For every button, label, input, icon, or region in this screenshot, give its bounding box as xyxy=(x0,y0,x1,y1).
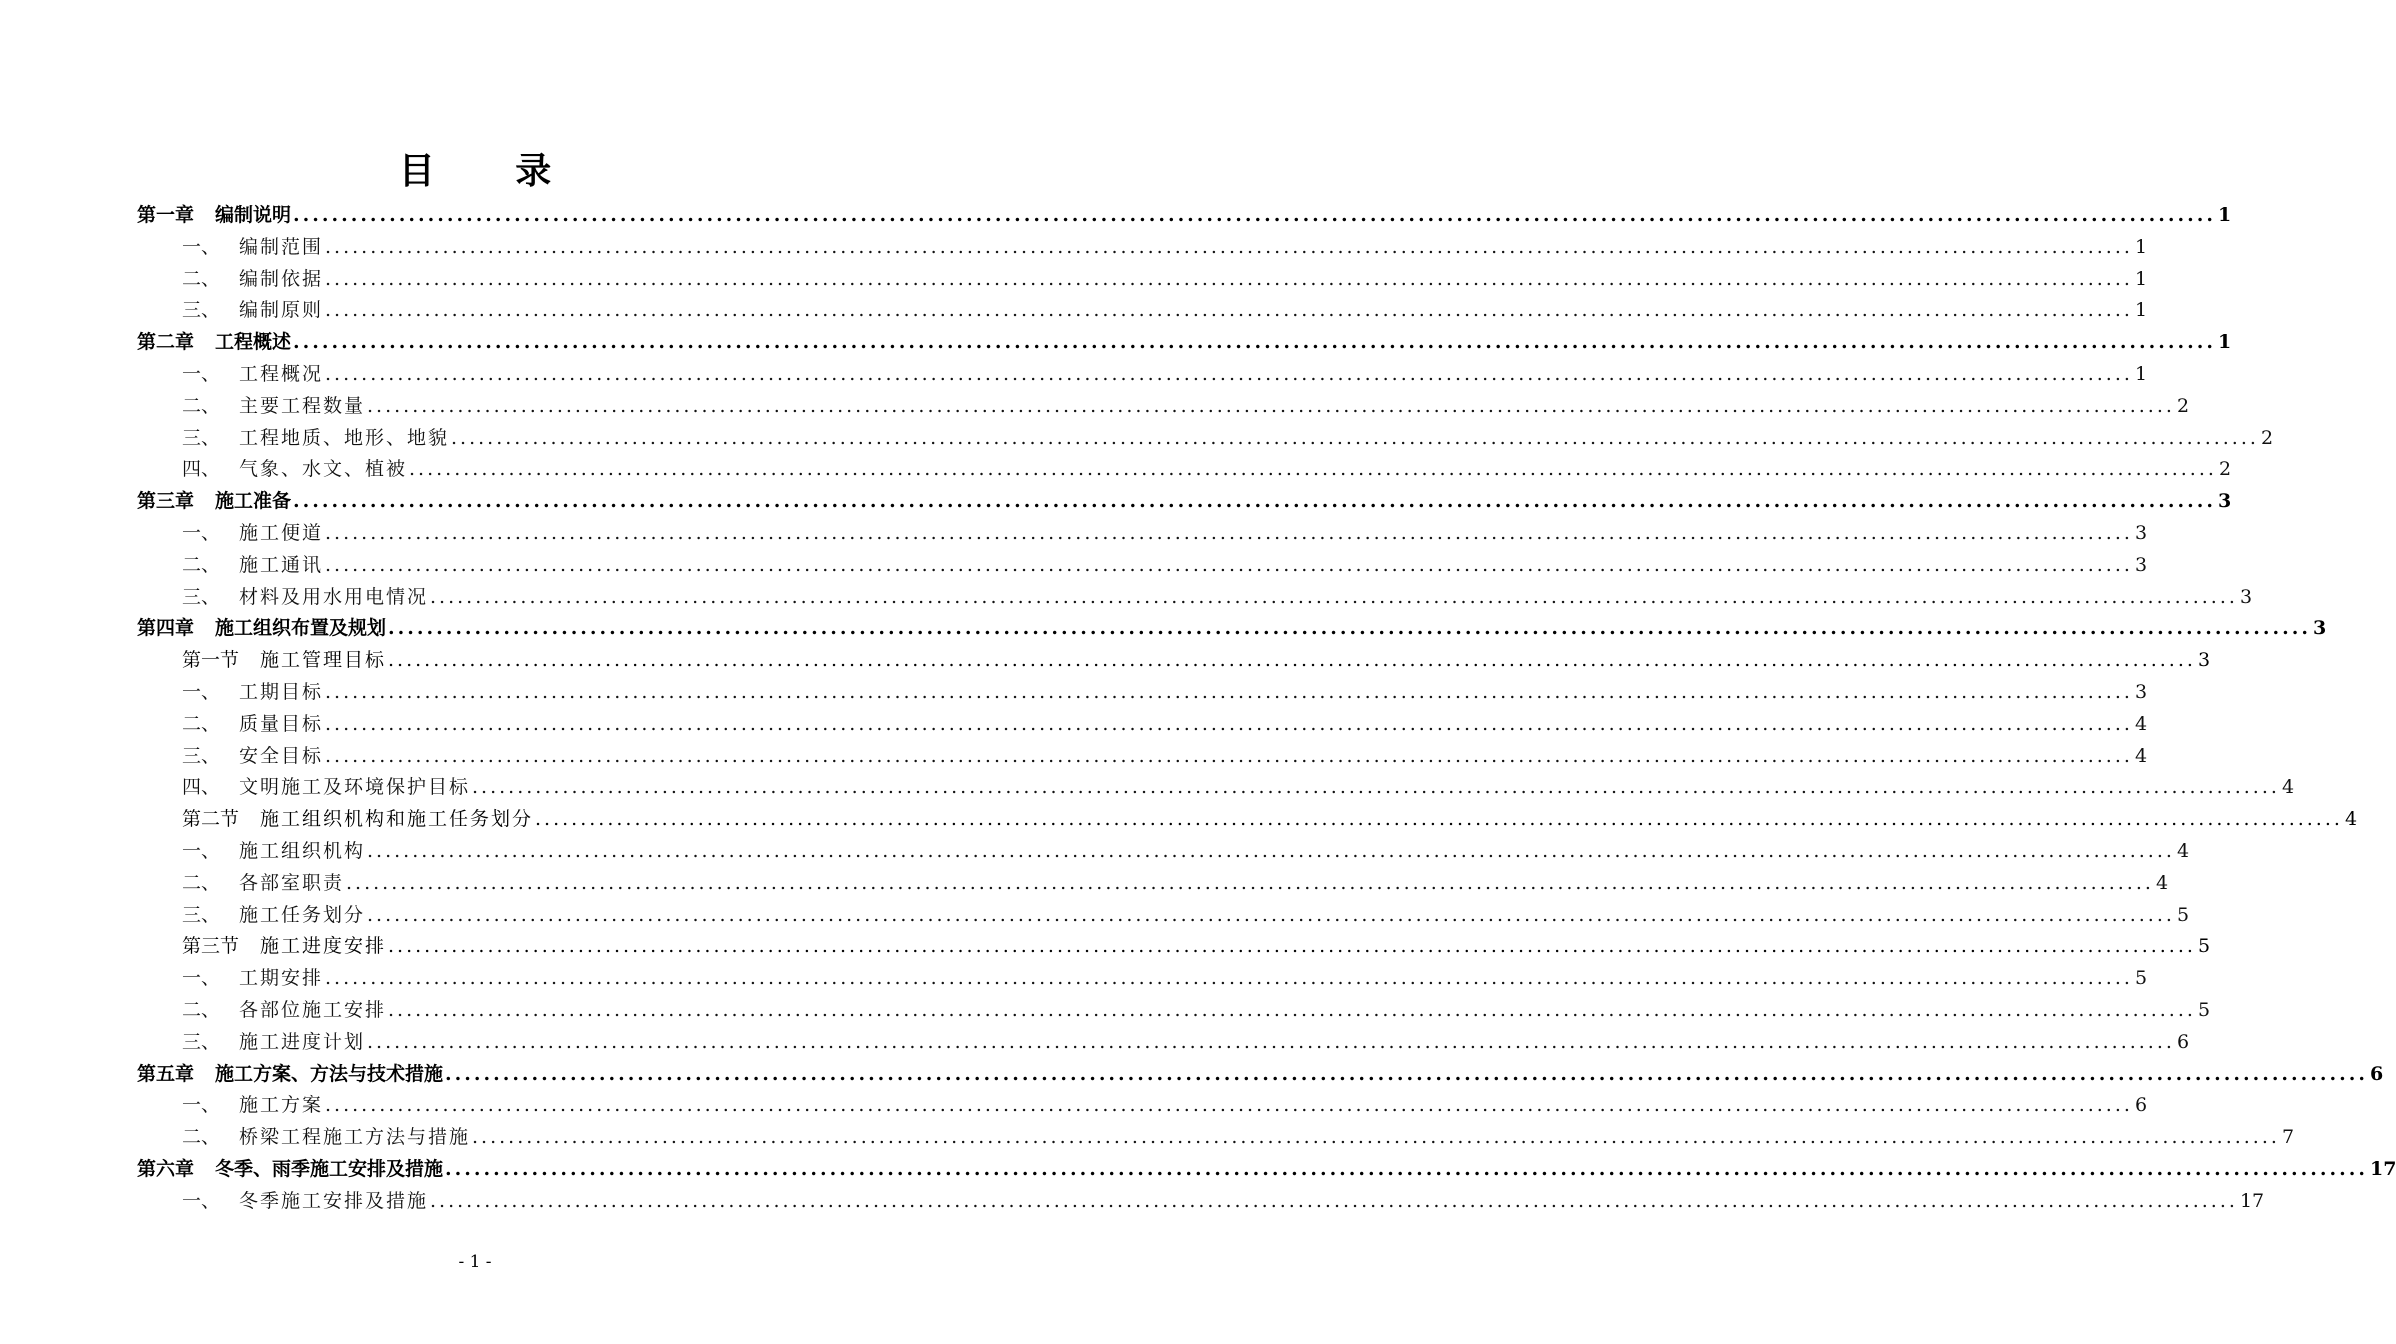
toc-title: 气象、水文、植被 xyxy=(239,458,408,481)
toc-label xyxy=(182,743,323,769)
toc-entry-row[interactable] xyxy=(182,864,2169,896)
toc-page-number: 6 xyxy=(2369,1062,2384,1085)
toc-page-number: 17 xyxy=(2239,1189,2265,1212)
toc-number: 一、 xyxy=(182,681,221,703)
toc-chapter-row[interactable] xyxy=(137,609,2327,641)
toc-label xyxy=(182,234,323,260)
toc-page-number: 1 xyxy=(2217,204,2232,226)
toc-leader-dots: ........................................................................................................................................................................................................ xyxy=(367,394,2175,417)
toc-page-number: 7 xyxy=(2281,1126,2295,1149)
toc-number: 一、 xyxy=(182,1094,221,1117)
toc-page-number: 4 xyxy=(2176,840,2190,862)
toc-label xyxy=(182,393,365,419)
toc-title: 工程概况 xyxy=(239,363,324,385)
toc-entry-row[interactable] xyxy=(182,705,2148,737)
toc-page-number: 3 xyxy=(2312,617,2327,640)
toc-title: 施工准备 xyxy=(215,490,292,513)
toc-number: 第三节 xyxy=(182,935,240,958)
toc-entry-row[interactable] xyxy=(182,673,2148,705)
toc-page-number: 6 xyxy=(2134,1094,2148,1117)
toc-number: 一、 xyxy=(182,522,221,544)
toc-page-number: 17 xyxy=(2369,1158,2396,1180)
toc-entry-row[interactable] xyxy=(182,959,2148,991)
toc-title: 桥梁工程施工方法与措施 xyxy=(239,1126,471,1149)
toc-leader-dots: ........................................................................................................................................................................................................ xyxy=(388,999,2196,1021)
toc-title: 编制依据 xyxy=(239,267,324,290)
toc-chapter-row[interactable] xyxy=(137,482,2232,514)
toc-title: 文明施工及环境保护目标 xyxy=(239,776,471,799)
toc-leader-dots: ........................................................................................................................................................................................................ xyxy=(388,617,2311,640)
toc-label xyxy=(182,997,386,1023)
toc-number: 一、 xyxy=(182,363,221,385)
toc-number: 三、 xyxy=(182,585,221,608)
toc-leader-dots: ........................................................................................................................................................................................................ xyxy=(325,681,2133,703)
toc-leader-dots: ........................................................................................................................................................................................................ xyxy=(325,553,2133,576)
toc-label xyxy=(137,1156,443,1182)
toc-leader-dots: ........................................................................................................................................................................................................ xyxy=(445,1158,2368,1180)
toc-number: 二、 xyxy=(182,871,221,894)
toc-entry-row[interactable] xyxy=(182,291,2148,323)
toc-page-number: 4 xyxy=(2281,776,2295,799)
toc-leader-dots: ........................................................................................................................................................................................................ xyxy=(293,204,2216,226)
toc-label xyxy=(182,679,323,705)
toc-label xyxy=(182,266,323,292)
toc-leader-dots: ........................................................................................................................................................................................................ xyxy=(388,649,2196,672)
toc-title: 施工方案、方法与技术措施 xyxy=(215,1062,444,1085)
toc-label xyxy=(182,297,323,323)
toc-entry-row[interactable] xyxy=(182,737,2148,769)
toc-label xyxy=(182,361,323,387)
toc-entry-row[interactable] xyxy=(182,1086,2148,1118)
toc-page-number: 5 xyxy=(2176,903,2190,926)
toc-section-row[interactable] xyxy=(182,927,2211,959)
toc-leader-dots: ........................................................................................................................................................................................................ xyxy=(325,712,2133,735)
toc-leader-dots: ........................................................................................................................................................................................................ xyxy=(409,458,2217,481)
toc-page-number: 3 xyxy=(2197,649,2211,672)
toc-label xyxy=(182,1029,365,1055)
toc-page-number: 3 xyxy=(2134,522,2148,544)
toc-leader-dots: ........................................................................................................................................................................................................ xyxy=(472,776,2280,799)
toc-label xyxy=(182,647,386,673)
page-title: 目 录 xyxy=(398,150,586,192)
toc-number: 三、 xyxy=(182,903,221,926)
toc-number: 一、 xyxy=(182,840,221,862)
page-number-footer: - 1 - xyxy=(458,1252,492,1272)
toc-leader-dots: ........................................................................................................................................................................................................ xyxy=(293,490,2216,513)
toc-label xyxy=(137,1061,443,1087)
toc-page-number: 1 xyxy=(2217,331,2232,354)
toc-leader-dots: ........................................................................................................................................................................................................ xyxy=(451,426,2259,449)
toc-leader-dots: ........................................................................................................................................................................................................ xyxy=(325,744,2133,767)
toc-title: 编制说明 xyxy=(215,204,292,226)
toc-chapter-row[interactable] xyxy=(137,196,2232,228)
toc-label xyxy=(182,965,323,991)
toc-title: 施工进度计划 xyxy=(239,1030,366,1053)
toc-entry-row[interactable] xyxy=(182,896,2190,928)
toc-title: 施工管理目标 xyxy=(260,649,387,672)
toc-number: 第一章 xyxy=(137,204,195,226)
toc-entry-row[interactable] xyxy=(182,1023,2190,1055)
toc-title: 工期目标 xyxy=(239,681,324,703)
toc-chapter-row[interactable] xyxy=(137,1150,2396,1182)
toc-number: 二、 xyxy=(182,999,221,1021)
toc-title: 施工进度安排 xyxy=(260,935,387,958)
toc-page-number: 1 xyxy=(2134,267,2148,290)
toc-label xyxy=(182,711,323,737)
toc-entry-row[interactable] xyxy=(182,991,2211,1023)
toc-label xyxy=(182,425,449,451)
toc-entry-row[interactable] xyxy=(182,419,2274,451)
toc-leader-dots: ........................................................................................................................................................................................................ xyxy=(430,1189,2238,1212)
toc-page-number: 5 xyxy=(2197,999,2211,1021)
toc-title: 施工通讯 xyxy=(239,553,324,576)
toc-section-row[interactable] xyxy=(182,800,2358,832)
toc-page-number: 3 xyxy=(2217,490,2232,513)
toc-leader-dots: ........................................................................................................................................................................................................ xyxy=(445,1062,2368,1085)
toc-label xyxy=(182,1124,470,1150)
toc-number: 一、 xyxy=(182,1189,221,1212)
toc-title: 施工任务划分 xyxy=(239,903,366,926)
toc-title: 施工组织机构和施工任务划分 xyxy=(260,808,534,831)
toc-number: 四、 xyxy=(182,458,221,481)
toc-number: 三、 xyxy=(182,1030,221,1053)
toc-section-row[interactable] xyxy=(182,641,2211,673)
toc-leader-dots: ........................................................................................................................................................................................................ xyxy=(367,903,2175,926)
toc-entry-row[interactable] xyxy=(182,355,2148,387)
toc-number: 一、 xyxy=(182,235,221,258)
toc-page-number: 2 xyxy=(2218,458,2232,481)
toc-title: 施工方案 xyxy=(239,1094,324,1117)
toc-leader-dots: ........................................................................................................................................................................................................ xyxy=(535,808,2343,831)
toc-number: 第六章 xyxy=(137,1158,195,1180)
toc-label xyxy=(182,774,470,800)
toc-number: 三、 xyxy=(182,744,221,767)
toc-page-number: 3 xyxy=(2134,681,2148,703)
toc-label xyxy=(137,329,291,355)
toc-label xyxy=(182,552,323,578)
toc-leader-dots: ........................................................................................................................................................................................................ xyxy=(346,871,2154,894)
toc-leader-dots: ........................................................................................................................................................................................................ xyxy=(325,363,2133,385)
toc-page-number: 4 xyxy=(2155,871,2169,894)
toc-number: 第二章 xyxy=(137,331,195,354)
toc-chapter-row[interactable] xyxy=(137,1055,2384,1087)
toc-number: 三、 xyxy=(182,299,221,322)
toc-page-number: 1 xyxy=(2134,299,2148,322)
toc-page-number: 4 xyxy=(2134,744,2148,767)
toc-title: 施工组织布置及规划 xyxy=(215,617,387,640)
toc-number: 二、 xyxy=(182,712,221,735)
toc-entry-row[interactable] xyxy=(182,450,2232,482)
toc-entry-row[interactable] xyxy=(182,387,2190,419)
toc-title: 冬季、雨季施工安排及措施 xyxy=(215,1158,444,1180)
toc-leader-dots: ........................................................................................................................................................................................................ xyxy=(367,840,2175,862)
toc-number: 第三章 xyxy=(137,490,195,513)
toc-leader-dots: ........................................................................................................................................................................................................ xyxy=(325,1094,2133,1117)
toc-leader-dots: ........................................................................................................................................................................................................ xyxy=(325,235,2133,258)
toc-number: 第一节 xyxy=(182,649,240,672)
toc-label xyxy=(182,456,407,482)
toc-page-number: 6 xyxy=(2176,1030,2190,1053)
toc-entry-row[interactable] xyxy=(182,1118,2295,1150)
toc-leader-dots: ........................................................................................................................................................................................................ xyxy=(325,522,2133,544)
toc-title: 安全目标 xyxy=(239,744,324,767)
toc-label xyxy=(182,520,323,546)
toc-leader-dots: ........................................................................................................................................................................................................ xyxy=(367,1030,2175,1053)
toc-label xyxy=(182,838,365,864)
toc-page-number: 1 xyxy=(2134,235,2148,258)
toc-page-number: 2 xyxy=(2260,426,2274,449)
toc-page-number: 4 xyxy=(2344,808,2358,831)
toc-title: 主要工程数量 xyxy=(239,394,366,417)
toc-label xyxy=(137,202,291,228)
toc-chapter-row[interactable] xyxy=(137,323,2232,355)
toc-title: 编制范围 xyxy=(239,235,324,258)
toc-leader-dots: ........................................................................................................................................................................................................ xyxy=(325,967,2133,990)
toc-label xyxy=(182,584,428,610)
toc-label xyxy=(182,1092,323,1118)
toc-title: 施工便道 xyxy=(239,522,324,544)
toc-number: 四、 xyxy=(182,776,221,799)
toc-title: 施工组织机构 xyxy=(239,840,366,862)
toc-number: 第五章 xyxy=(137,1062,195,1085)
toc-leader-dots: ........................................................................................................................................................................................................ xyxy=(388,935,2196,958)
toc-page-number: 2 xyxy=(2176,394,2190,417)
toc-page-number: 5 xyxy=(2197,935,2211,958)
toc-title: 工期安排 xyxy=(239,967,324,990)
toc-page-number: 4 xyxy=(2134,712,2148,735)
toc-number: 二、 xyxy=(182,394,221,417)
toc-number: 二、 xyxy=(182,267,221,290)
toc-entry-row[interactable] xyxy=(182,832,2190,864)
toc-entry-row[interactable] xyxy=(182,768,2295,800)
toc-number: 三、 xyxy=(182,426,221,449)
toc-label xyxy=(182,806,533,832)
toc-page-number: 3 xyxy=(2134,553,2148,576)
toc-label xyxy=(137,615,386,641)
toc-number: 第四章 xyxy=(137,617,195,640)
toc-label xyxy=(137,488,291,514)
toc-entry-row[interactable] xyxy=(182,578,2253,610)
toc-title: 工程地质、地形、地貌 xyxy=(239,426,450,449)
toc-label xyxy=(182,933,386,959)
toc-entry-row[interactable] xyxy=(182,546,2148,578)
toc-page-number: 1 xyxy=(2134,363,2148,385)
toc-label xyxy=(182,1188,428,1214)
toc-title: 各部室职责 xyxy=(239,871,345,894)
toc-number: 第二节 xyxy=(182,808,240,831)
toc-entry-row[interactable] xyxy=(182,228,2148,260)
toc-entry-row[interactable] xyxy=(182,514,2148,546)
toc-leader-dots: ........................................................................................................................................................................................................ xyxy=(293,331,2216,354)
toc-title: 编制原则 xyxy=(239,299,324,322)
toc-title: 质量目标 xyxy=(239,712,324,735)
toc-title: 冬季施工安排及措施 xyxy=(239,1189,429,1212)
toc-number: 二、 xyxy=(182,553,221,576)
toc-leader-dots: ........................................................................................................................................................................................................ xyxy=(325,299,2133,322)
toc-leader-dots: ........................................................................................................................................................................................................ xyxy=(430,585,2238,608)
toc-label xyxy=(182,870,344,896)
toc-entry-row[interactable] xyxy=(182,260,2148,292)
toc-title: 工程概述 xyxy=(215,331,292,354)
toc-entry-row[interactable] xyxy=(182,1182,2265,1214)
toc-leader-dots: ........................................................................................................................................................................................................ xyxy=(325,267,2133,290)
toc-page-number: 5 xyxy=(2134,967,2148,990)
toc-number: 一、 xyxy=(182,967,221,990)
toc-number: 二、 xyxy=(182,1126,221,1149)
toc-title: 材料及用水用电情况 xyxy=(239,585,429,608)
toc-title: 各部位施工安排 xyxy=(239,999,387,1021)
toc-leader-dots: ........................................................................................................................................................................................................ xyxy=(472,1126,2280,1149)
toc-page-number: 3 xyxy=(2239,585,2253,608)
toc-label xyxy=(182,902,365,928)
